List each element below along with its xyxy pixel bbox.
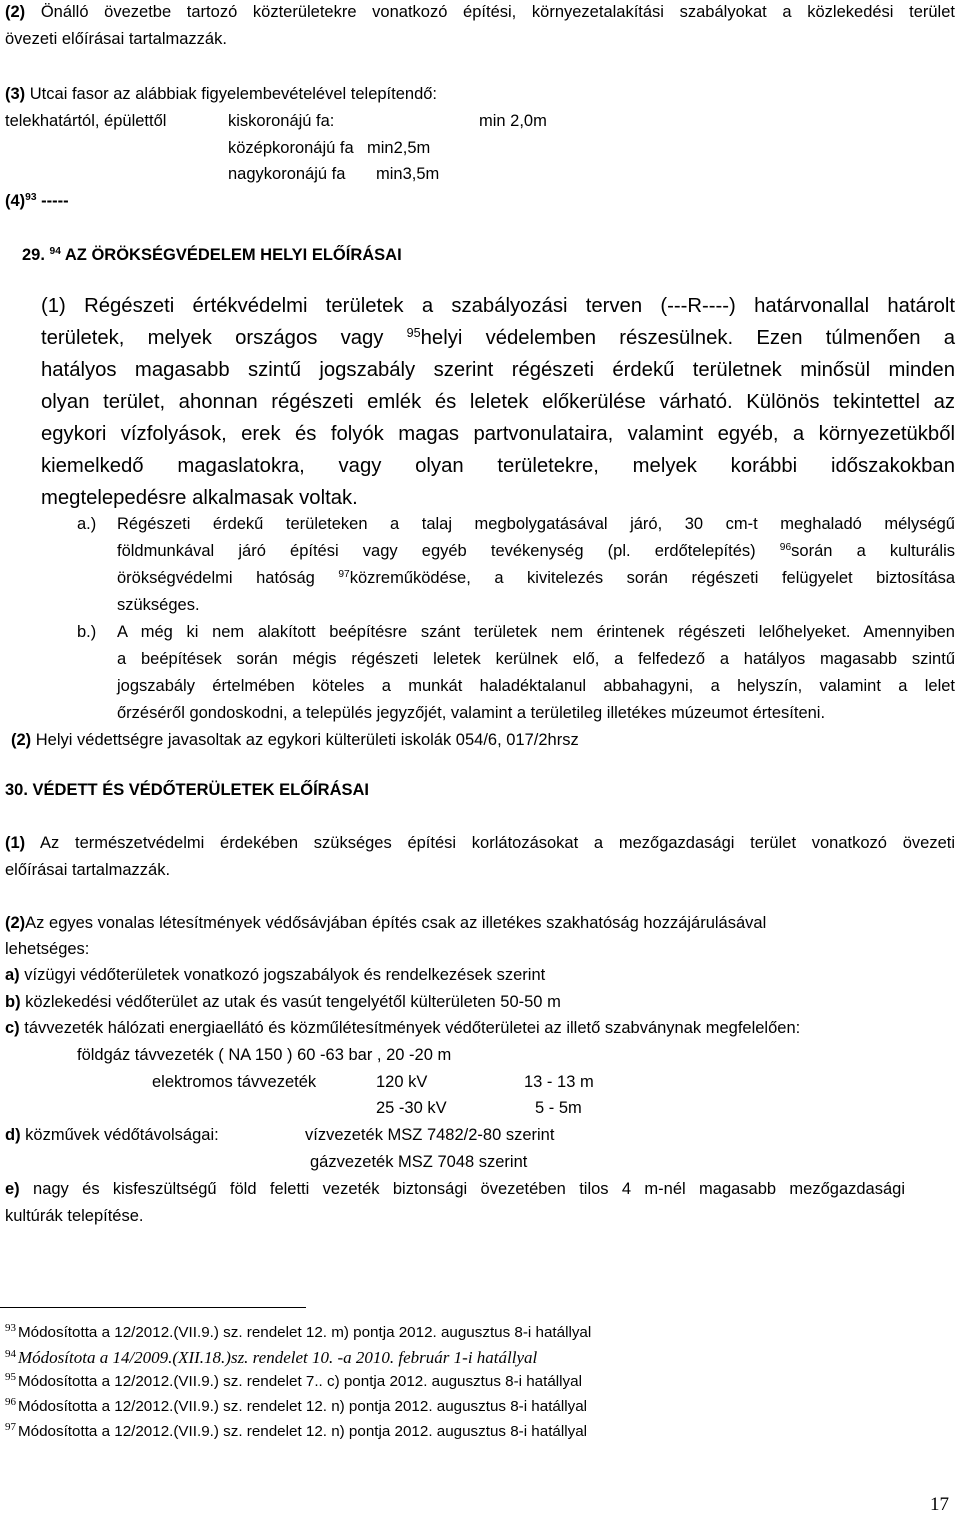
- p2-line2: övezeti előírásai tartalmazzák.: [5, 30, 227, 48]
- s30-item-c: c) távvezeték hálózati energiaellátó és közműlétesítmények védőterületei az illető szabványnak megfelelően:: [5, 1019, 801, 1037]
- footnote-94: $^{94}$ Módosítota a 14/2009.(XII.18.)sz. rendelet 10. -a 2010. február 1-i hatállyal: [5, 1348, 538, 1367]
- footnote-97: $^{97}$ Módosította a 12/2012.(VII.9.) sz. rendelet 12. n) pontja 2012. augusztus 8-i hatállyal: [5, 1421, 588, 1440]
- item-a-line3: örökségvédelmi hatóság $^{97}$közreműködése, a kivitelezés során régészeti felügyelet biztosítása: [117, 569, 956, 587]
- p4-line: $(4)^{93}$ -----: [5, 192, 69, 210]
- item-a-line4: szükséges.: [117, 596, 200, 614]
- p2-line1: (2) Önálló övezetbe tartozó közterületekre vonatkozó építési, környezetalakítási szabályokat a közlekedési terület: [5, 3, 955, 21]
- s30-item-d: d) közművek védőtávolságai:: [5, 1126, 219, 1144]
- footnote-ref-96[interactable]: 96: [779, 542, 792, 554]
- page-number: 17: [930, 1494, 949, 1515]
- footnote-ref-94[interactable]: 94: [49, 246, 61, 258]
- p3-row-3-value: min3,5m: [376, 165, 440, 183]
- item-a-line2: földmunkával járó építési vagy egyéb tevékenység (pl. erdőtelepítés) $^{96}$során a kulturális: [117, 542, 955, 560]
- p3-from: telekhatártól, épülettől: [5, 112, 167, 130]
- footnote-ref-93[interactable]: 93: [25, 192, 37, 204]
- elec-25kv-distance: 5 - 5m: [535, 1099, 582, 1117]
- footnote-separator: [0, 1307, 306, 1308]
- s30-p2-line2: lehetséges:: [5, 940, 90, 958]
- s29-p2: (2) Helyi védettségre javasoltak az egykori külterületi iskolák 054/6, 017/2hrsz: [11, 731, 579, 749]
- elec-25kv: 25 -30 kV: [376, 1099, 447, 1117]
- gas-line: gázvezeték MSZ 7048 szerint: [310, 1153, 528, 1171]
- s29-p1-line2: területek, melyek országos vagy $^{95}$helyi védelemben részesülnek. Ezen túlmenően a: [41, 326, 955, 349]
- elec-120kv-distance: 13 - 13 m: [524, 1073, 594, 1091]
- s30-p2-line1: (2)Az egyes vonalas létesítmények védősávjában építés csak az illetékes szakhatóság hozzájárulásával: [5, 914, 767, 932]
- p3-row-1-type: kiskoronájú fa:: [228, 112, 335, 130]
- item-b-label: b.): [77, 623, 97, 641]
- item-b-line4: őrzéséről gondoskodni, a település jegyzőjét, valamint a területileg illetékes múzeumot értesíteni.: [117, 704, 826, 722]
- section-30-heading: 30. VÉDETT ÉS VÉDŐTERÜLETEK ELŐÍRÁSAI: [5, 781, 369, 799]
- p2-label: (2): [5, 3, 26, 21]
- item-b-line2: a beépítések során mégis régészeti leletek kerülnek elő, a felfedező a hatályos magasabb szintű: [117, 650, 955, 668]
- section-29-heading: 29. $^{94}$ AZ ÖRÖKSÉGVÉDELEM HELYI ELŐÍRÁSAI: [22, 246, 402, 264]
- p3-row-2-type: középkoronájú fa: [228, 139, 354, 157]
- footnote-95: $^{95}$ Módosította a 12/2012.(VII.9.) sz. rendelet 7.. c) pontja 2012. augusztus 8-i hatállyal: [5, 1371, 582, 1390]
- item-b-line1: A még ki nem alakított beépítésre szánt területek nem érintenek régészeti lelőhelyeket. Amennyiben: [117, 623, 955, 641]
- s29-p1-line5: egykori vízfolyások, erek és folyók magas partvonulataira, valamint egyéb, a környezetükből: [41, 423, 955, 445]
- s29-p1-line4: olyan terület, ahonnan régészeti emlék és leletek előkerülése várható. Különös tekintettel az: [41, 391, 955, 413]
- p3-row-3-type: nagykoronájú fa: [228, 165, 346, 183]
- s30-item-a: a) vízügyi védőterületek vonatkozó jogszabályok és rendelkezések szerint: [5, 966, 546, 984]
- p3-row-2-value: min2,5m: [367, 139, 431, 157]
- s30-p1-line1: (1) Az természetvédelmi érdekében szükséges építési korlátozásokat a mezőgazdasági terület vonatkozó övezeti: [5, 834, 955, 852]
- p3-intro: (3) Utcai fasor az alábbiak figyelembevételével telepítendő:: [5, 85, 438, 103]
- water-line: vízvezeték MSZ 7482/2-80 szerint: [305, 1126, 555, 1144]
- elec-line-label: elektromos távvezeték: [152, 1073, 317, 1091]
- item-a-label: a.): [77, 515, 97, 533]
- footnote-93: $^{93}$ Módosította a 12/2012.(VII.9.) sz. rendelet 12. m) pontja 2012. augusztus 8-i hatállyal: [5, 1322, 592, 1341]
- item-a-line1: Régészeti érdekű területeken a talaj megbolygatásával járó, 30 cm-t meghaladó mélységű: [117, 515, 955, 533]
- gas-pipeline-line: földgáz távvezeték ( NA 150 ) 60 -63 bar , 20 -20 m: [77, 1046, 452, 1064]
- p3-row-1-value: min 2,0m: [479, 112, 547, 130]
- footnote-ref-97[interactable]: 97: [338, 569, 350, 581]
- s29-p1-line3: hatályos magasabb szintű jogszabály szerint régészeti érdekű területnek minősül minden: [41, 359, 955, 381]
- footnote-96: $^{96}$ Módosította a 12/2012.(VII.9.) sz. rendelet 12. n) pontja 2012. augusztus 8-i hatállyal: [5, 1396, 588, 1415]
- s30-item-e-line1: e) nagy és kisfeszültségű föld feletti vezeték biztonsági övezetében tilos 4 m-nél magasabb mezőgazdasági: [5, 1180, 905, 1198]
- s30-item-b: b) közlekedési védőterület az utak és vasút tengelyétől külterületen 50-50 m: [5, 993, 561, 1011]
- s29-p1-line1: (1) Régészeti értékvédelmi területek a szabályozási terven (---R----) határvonallal határolt: [41, 295, 955, 317]
- item-b-line3: jogszabály értelmében köteles a munkát haladéktalanul abbahagyni, a helyszín, valamint a lelet: [117, 677, 955, 695]
- elec-120kv: 120 kV: [376, 1073, 428, 1091]
- footnote-ref-95[interactable]: 95: [406, 326, 421, 341]
- s29-p1-line7: megtelepedésre alkalmasak voltak.: [41, 487, 358, 509]
- s30-p1-line2: előírásai tartalmazzák.: [5, 861, 171, 879]
- s29-p1-line6: kiemelkedő magaslatokra, vagy olyan területekre, melyek korábbi időszakokban: [41, 455, 955, 477]
- s30-item-e-line2: kultúrák telepítése.: [5, 1207, 144, 1225]
